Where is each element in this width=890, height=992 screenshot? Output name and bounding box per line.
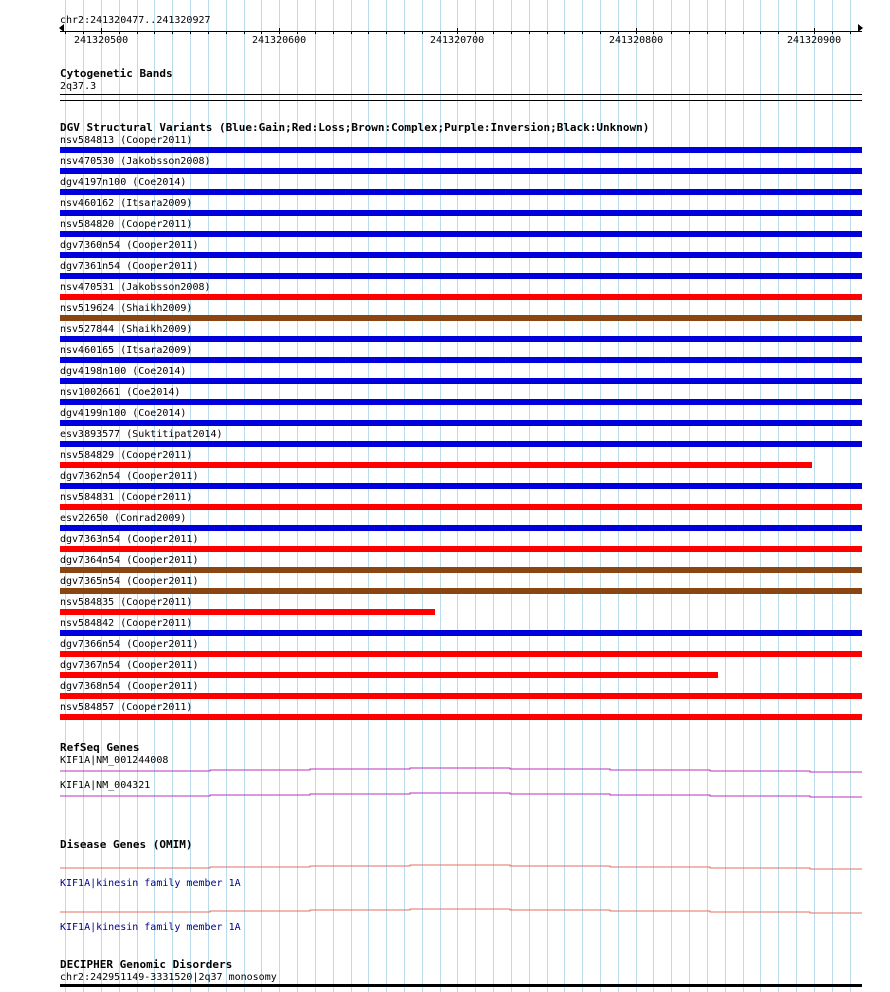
decipher-track-title: DECIPHER Genomic Disorders bbox=[60, 958, 233, 971]
variant-bar-complex[interactable] bbox=[60, 588, 862, 594]
ruler-minor-tick bbox=[154, 31, 155, 34]
ruler-minor-tick bbox=[618, 31, 619, 34]
ruler-minor-tick bbox=[422, 31, 423, 34]
gene-label[interactable]: KIF1A|NM_001244008 bbox=[60, 755, 169, 766]
ruler-minor-tick bbox=[493, 31, 494, 34]
ruler-minor-tick bbox=[743, 31, 744, 34]
cytoband-line bbox=[60, 100, 862, 101]
decipher-label[interactable]: chr2:242951149-3331520|2q37 monosomy bbox=[60, 972, 277, 983]
ruler-minor-tick bbox=[297, 31, 298, 34]
variant-bar-gain[interactable] bbox=[60, 420, 862, 426]
variant-label[interactable]: dgv7364n54 (Cooper2011) bbox=[60, 555, 199, 566]
disease-gene-label[interactable]: KIF1A|kinesin family member 1A bbox=[60, 878, 241, 889]
variant-bar-gain[interactable] bbox=[60, 210, 862, 216]
omim-gene-line[interactable] bbox=[0, 905, 890, 915]
ruler-minor-tick bbox=[760, 31, 761, 34]
variant-bar-gain[interactable] bbox=[60, 147, 862, 153]
variant-label[interactable]: dgv7361n54 (Cooper2011) bbox=[60, 261, 199, 272]
variant-label[interactable]: dgv4199n100 (Coe2014) bbox=[60, 408, 187, 419]
ruler-minor-tick bbox=[796, 31, 797, 34]
refseq-track-title: RefSeq Genes bbox=[60, 741, 140, 754]
refseq-gene-line[interactable] bbox=[0, 789, 890, 799]
ruler-minor-tick bbox=[707, 31, 708, 34]
ruler-minor-tick bbox=[671, 31, 672, 34]
ruler-minor-tick bbox=[226, 31, 227, 34]
refseq-gene-line[interactable] bbox=[0, 764, 890, 774]
variant-bar-gain[interactable] bbox=[60, 273, 862, 279]
ruler-minor-tick bbox=[529, 31, 530, 34]
cytoband-line bbox=[60, 94, 862, 95]
variant-label[interactable]: esv22650 (Conrad2009) bbox=[60, 513, 187, 524]
variant-bar-gain[interactable] bbox=[60, 399, 862, 405]
omim-gene-line-path bbox=[60, 865, 862, 869]
variant-label[interactable]: nsv470531 (Jakobsson2008) bbox=[60, 282, 211, 293]
variant-label[interactable]: dgv7362n54 (Cooper2011) bbox=[60, 471, 199, 482]
variant-bar-loss[interactable] bbox=[60, 609, 435, 615]
ruler-minor-tick bbox=[600, 31, 601, 34]
ruler-tick-label: 241320600 bbox=[252, 35, 307, 46]
variant-label[interactable]: nsv584831 (Cooper2011) bbox=[60, 492, 193, 503]
ruler-major-tick bbox=[101, 28, 102, 34]
omim-gene-line-path bbox=[60, 909, 862, 913]
variant-label[interactable]: dgv7367n54 (Cooper2011) bbox=[60, 660, 199, 671]
ruler-minor-tick bbox=[511, 31, 512, 34]
ruler-minor-tick bbox=[725, 31, 726, 34]
variant-bar-gain[interactable] bbox=[60, 336, 862, 342]
variant-label[interactable]: nsv1002661 (Coe2014) bbox=[60, 387, 181, 398]
ruler-range-label: chr2:241320477..241320927 bbox=[60, 15, 211, 26]
variant-bar-complex[interactable] bbox=[60, 567, 862, 573]
ruler-major-tick bbox=[814, 28, 815, 34]
variant-label[interactable]: dgv7363n54 (Cooper2011) bbox=[60, 534, 199, 545]
variant-label[interactable]: esv3893577 (Suktitipat2014) bbox=[60, 429, 223, 440]
ruler-tick-label: 241320800 bbox=[609, 35, 664, 46]
variant-label[interactable]: dgv7368n54 (Cooper2011) bbox=[60, 681, 199, 692]
ruler-minor-tick bbox=[190, 31, 191, 34]
ruler-minor-tick bbox=[564, 31, 565, 34]
ruler-minor-tick bbox=[351, 31, 352, 34]
variant-label[interactable]: nsv584835 (Cooper2011) bbox=[60, 597, 193, 608]
cytoband-label: 2q37.3 bbox=[60, 81, 97, 92]
variant-bar-loss[interactable] bbox=[60, 462, 812, 468]
variant-bar-gain[interactable] bbox=[60, 378, 862, 384]
ruler-minor-tick bbox=[368, 31, 369, 34]
ruler-axis-line bbox=[60, 31, 862, 32]
gene-label[interactable]: KIF1A|NM_004321 bbox=[60, 780, 151, 791]
decipher-bar[interactable] bbox=[60, 984, 862, 987]
ruler-minor-tick bbox=[582, 31, 583, 34]
variant-label[interactable]: nsv584857 (Cooper2011) bbox=[60, 702, 193, 713]
variant-bar-gain[interactable] bbox=[60, 231, 862, 237]
variant-label[interactable]: dgv7365n54 (Cooper2011) bbox=[60, 576, 199, 587]
variant-bar-gain[interactable] bbox=[60, 630, 862, 636]
cytoband-track-title: Cytogenetic Bands bbox=[60, 67, 173, 80]
ruler-right-arrow-icon bbox=[858, 24, 863, 32]
ruler-minor-tick bbox=[208, 31, 209, 34]
ruler-major-tick bbox=[636, 28, 637, 34]
disease-gene-label[interactable]: KIF1A|kinesin family member 1A bbox=[60, 922, 241, 933]
ruler-minor-tick bbox=[440, 31, 441, 34]
variant-bar-loss[interactable] bbox=[60, 693, 862, 699]
ruler-minor-tick bbox=[137, 31, 138, 34]
variant-label[interactable]: nsv460165 (Itsara2009) bbox=[60, 345, 193, 356]
ruler-minor-tick bbox=[832, 31, 833, 34]
variant-bar-loss[interactable] bbox=[60, 504, 862, 510]
variant-label[interactable]: nsv470530 (Jakobsson2008) bbox=[60, 156, 211, 167]
ruler-minor-tick bbox=[386, 31, 387, 34]
dgv-track-title: DGV Structural Variants (Blue:Gain;Red:Loss;Brown:Complex;Purple:Inversion;Black:Unknown) bbox=[60, 121, 650, 134]
variant-label[interactable]: nsv519624 (Shaikh2009) bbox=[60, 303, 193, 314]
ruler-left-arrow-icon bbox=[59, 24, 64, 32]
variant-bar-complex[interactable] bbox=[60, 315, 862, 321]
variant-bar-loss[interactable] bbox=[60, 651, 862, 657]
variant-label[interactable]: nsv584820 (Cooper2011) bbox=[60, 219, 193, 230]
variant-bar-gain[interactable] bbox=[60, 483, 862, 489]
ruler-minor-tick bbox=[333, 31, 334, 34]
ruler-minor-tick bbox=[547, 31, 548, 34]
ruler-minor-tick bbox=[261, 31, 262, 34]
ruler-tick-label: 241320900 bbox=[787, 35, 842, 46]
ruler-minor-tick bbox=[244, 31, 245, 34]
ruler-minor-tick bbox=[315, 31, 316, 34]
ruler-minor-tick bbox=[119, 31, 120, 34]
ruler-major-tick bbox=[279, 28, 280, 34]
variant-bar-loss[interactable] bbox=[60, 714, 862, 720]
ruler-minor-tick bbox=[172, 31, 173, 34]
ruler-minor-tick bbox=[475, 31, 476, 34]
variant-bar-gain[interactable] bbox=[60, 357, 862, 363]
variant-bar-gain[interactable] bbox=[60, 441, 862, 447]
variant-label[interactable]: nsv460162 (Itsara2009) bbox=[60, 198, 193, 209]
ruler-tick-label: 241320500 bbox=[74, 35, 129, 46]
ruler-minor-tick bbox=[83, 31, 84, 34]
refseq-gene-line-path bbox=[60, 793, 862, 797]
variant-bar-gain[interactable] bbox=[60, 525, 862, 531]
variant-label[interactable]: dgv4197n100 (Coe2014) bbox=[60, 177, 187, 188]
ruler-minor-tick bbox=[778, 31, 779, 34]
ruler-tick-label: 241320700 bbox=[430, 35, 485, 46]
variant-bar-gain[interactable] bbox=[60, 189, 862, 195]
variant-label[interactable]: dgv7360n54 (Cooper2011) bbox=[60, 240, 199, 251]
variant-bar-loss[interactable] bbox=[60, 546, 862, 552]
omim-gene-line[interactable] bbox=[0, 861, 890, 871]
omim-track-title: Disease Genes (OMIM) bbox=[60, 838, 193, 851]
variant-bar-loss[interactable] bbox=[60, 672, 718, 678]
variant-label[interactable]: nsv584829 (Cooper2011) bbox=[60, 450, 193, 461]
ruler-minor-tick bbox=[689, 31, 690, 34]
ruler-minor-tick bbox=[850, 31, 851, 34]
ruler-minor-tick bbox=[653, 31, 654, 34]
variant-label[interactable]: nsv584813 (Cooper2011) bbox=[60, 135, 193, 146]
variant-label[interactable]: nsv527844 (Shaikh2009) bbox=[60, 324, 193, 335]
variant-bar-gain[interactable] bbox=[60, 168, 862, 174]
ruler-minor-tick bbox=[65, 31, 66, 34]
variant-label[interactable]: dgv4198n100 (Coe2014) bbox=[60, 366, 187, 377]
ruler-major-tick bbox=[457, 28, 458, 34]
variant-label[interactable]: dgv7366n54 (Cooper2011) bbox=[60, 639, 199, 650]
variant-bar-loss[interactable] bbox=[60, 294, 862, 300]
ruler-minor-tick bbox=[404, 31, 405, 34]
refseq-gene-line-path bbox=[60, 768, 862, 772]
variant-bar-gain[interactable] bbox=[60, 252, 862, 258]
variant-label[interactable]: nsv584842 (Cooper2011) bbox=[60, 618, 193, 629]
